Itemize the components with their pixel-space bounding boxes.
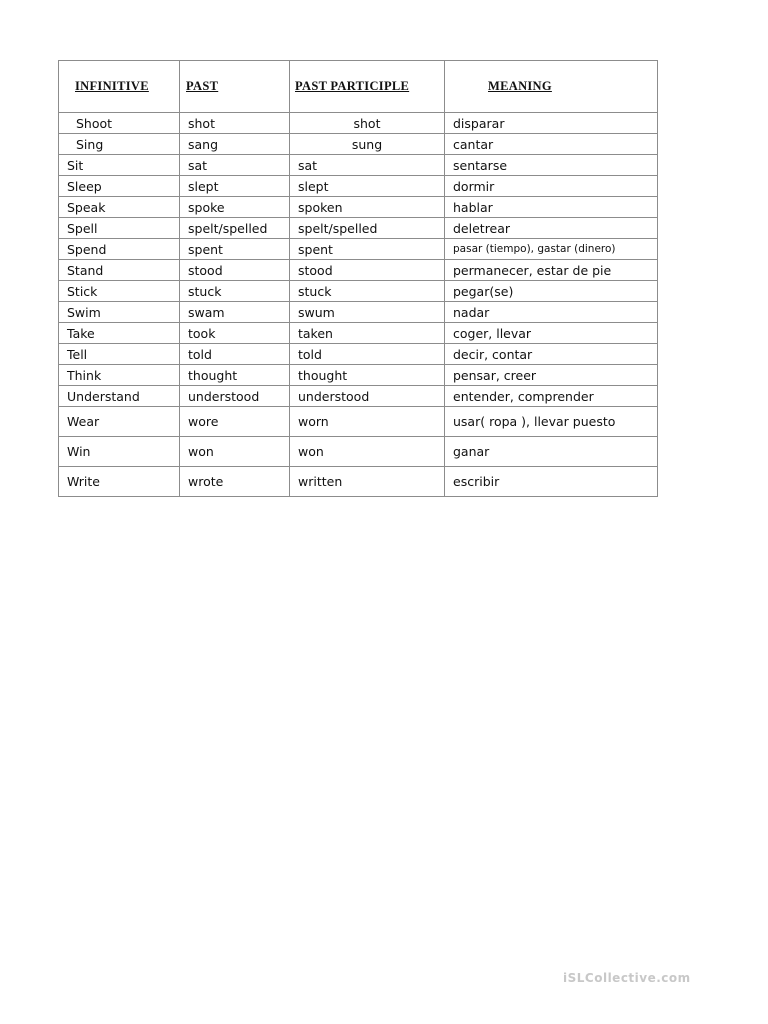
cell-past-participle: worn bbox=[290, 407, 445, 437]
header-past-participle: PAST PARTICIPLE bbox=[290, 61, 445, 113]
cell-past-participle: thought bbox=[290, 365, 445, 386]
cell-infinitive: Stand bbox=[59, 260, 180, 281]
cell-past: sat bbox=[180, 155, 290, 176]
cell-meaning: cantar bbox=[445, 134, 658, 155]
table-row bbox=[59, 260, 658, 281]
cell-meaning: deletrear bbox=[445, 218, 658, 239]
cell-meaning: hablar bbox=[445, 197, 658, 218]
table-row bbox=[59, 176, 658, 197]
cell-infinitive: Stick bbox=[59, 281, 180, 302]
cell-infinitive: Win bbox=[59, 437, 180, 467]
cell-meaning: entender, comprender bbox=[445, 386, 658, 407]
cell-meaning: coger, llevar bbox=[445, 323, 658, 344]
table-row bbox=[59, 197, 658, 218]
cell-past-participle: understood bbox=[290, 386, 445, 407]
cell-meaning: ganar bbox=[445, 437, 658, 467]
cell-past: sang bbox=[180, 134, 290, 155]
cell-past: spoke bbox=[180, 197, 290, 218]
cell-meaning: pasar (tiempo), gastar (dinero) bbox=[445, 239, 658, 260]
cell-past: stood bbox=[180, 260, 290, 281]
header-infinitive: INFINITIVE bbox=[59, 61, 180, 113]
table-row bbox=[59, 365, 658, 386]
table-row bbox=[59, 344, 658, 365]
cell-past: spelt/spelled bbox=[180, 218, 290, 239]
table-row bbox=[59, 155, 658, 176]
cell-infinitive: Shoot bbox=[59, 113, 180, 134]
cell-past: wrote bbox=[180, 467, 290, 497]
cell-meaning: pegar(se) bbox=[445, 281, 658, 302]
cell-infinitive: Spend bbox=[59, 239, 180, 260]
cell-meaning: sentarse bbox=[445, 155, 658, 176]
site-watermark: iSLCollective.com bbox=[563, 971, 691, 985]
cell-past: took bbox=[180, 323, 290, 344]
cell-infinitive: Sleep bbox=[59, 176, 180, 197]
cell-past-participle: slept bbox=[290, 176, 445, 197]
table-row bbox=[59, 302, 658, 323]
cell-past-participle: won bbox=[290, 437, 445, 467]
cell-past-participle: spent bbox=[290, 239, 445, 260]
cell-past-participle: shot bbox=[290, 113, 445, 134]
cell-past-participle: taken bbox=[290, 323, 445, 344]
cell-meaning: escribir bbox=[445, 467, 658, 497]
cell-past-participle: stood bbox=[290, 260, 445, 281]
cell-infinitive: Understand bbox=[59, 386, 180, 407]
cell-past: told bbox=[180, 344, 290, 365]
cell-past: won bbox=[180, 437, 290, 467]
cell-past: wore bbox=[180, 407, 290, 437]
cell-infinitive: Take bbox=[59, 323, 180, 344]
table-header-row bbox=[59, 61, 658, 113]
cell-past: understood bbox=[180, 386, 290, 407]
cell-meaning: decir, contar bbox=[445, 344, 658, 365]
cell-past: spent bbox=[180, 239, 290, 260]
table-row bbox=[59, 218, 658, 239]
cell-past: slept bbox=[180, 176, 290, 197]
table-row bbox=[59, 281, 658, 302]
cell-past-participle: swum bbox=[290, 302, 445, 323]
irregular-verbs-table bbox=[58, 60, 658, 497]
cell-infinitive: Sing bbox=[59, 134, 180, 155]
cell-infinitive: Tell bbox=[59, 344, 180, 365]
cell-past-participle: written bbox=[290, 467, 445, 497]
cell-past: shot bbox=[180, 113, 290, 134]
cell-past-participle: spoken bbox=[290, 197, 445, 218]
header-meaning: MEANING bbox=[445, 61, 658, 113]
table-row bbox=[59, 386, 658, 407]
table-row bbox=[59, 134, 658, 155]
cell-past-participle: stuck bbox=[290, 281, 445, 302]
cell-meaning: dormir bbox=[445, 176, 658, 197]
cell-infinitive: Speak bbox=[59, 197, 180, 218]
cell-infinitive: Wear bbox=[59, 407, 180, 437]
cell-past: stuck bbox=[180, 281, 290, 302]
cell-past-participle: spelt/spelled bbox=[290, 218, 445, 239]
cell-past-participle: sung bbox=[290, 134, 445, 155]
header-past: PAST bbox=[180, 61, 290, 113]
cell-meaning: disparar bbox=[445, 113, 658, 134]
cell-past-participle: told bbox=[290, 344, 445, 365]
cell-infinitive: Swim bbox=[59, 302, 180, 323]
table-row bbox=[59, 239, 658, 260]
table-row bbox=[59, 467, 658, 497]
table-row bbox=[59, 437, 658, 467]
cell-meaning: nadar bbox=[445, 302, 658, 323]
cell-infinitive: Sit bbox=[59, 155, 180, 176]
table-row bbox=[59, 323, 658, 344]
table-row bbox=[59, 113, 658, 134]
cell-past: thought bbox=[180, 365, 290, 386]
cell-meaning: usar( ropa ), llevar puesto bbox=[445, 407, 658, 437]
cell-infinitive: Write bbox=[59, 467, 180, 497]
cell-past: swam bbox=[180, 302, 290, 323]
cell-infinitive: Think bbox=[59, 365, 180, 386]
cell-meaning: pensar, creer bbox=[445, 365, 658, 386]
cell-meaning: permanecer, estar de pie bbox=[445, 260, 658, 281]
cell-infinitive: Spell bbox=[59, 218, 180, 239]
table-row bbox=[59, 407, 658, 437]
cell-past-participle: sat bbox=[290, 155, 445, 176]
